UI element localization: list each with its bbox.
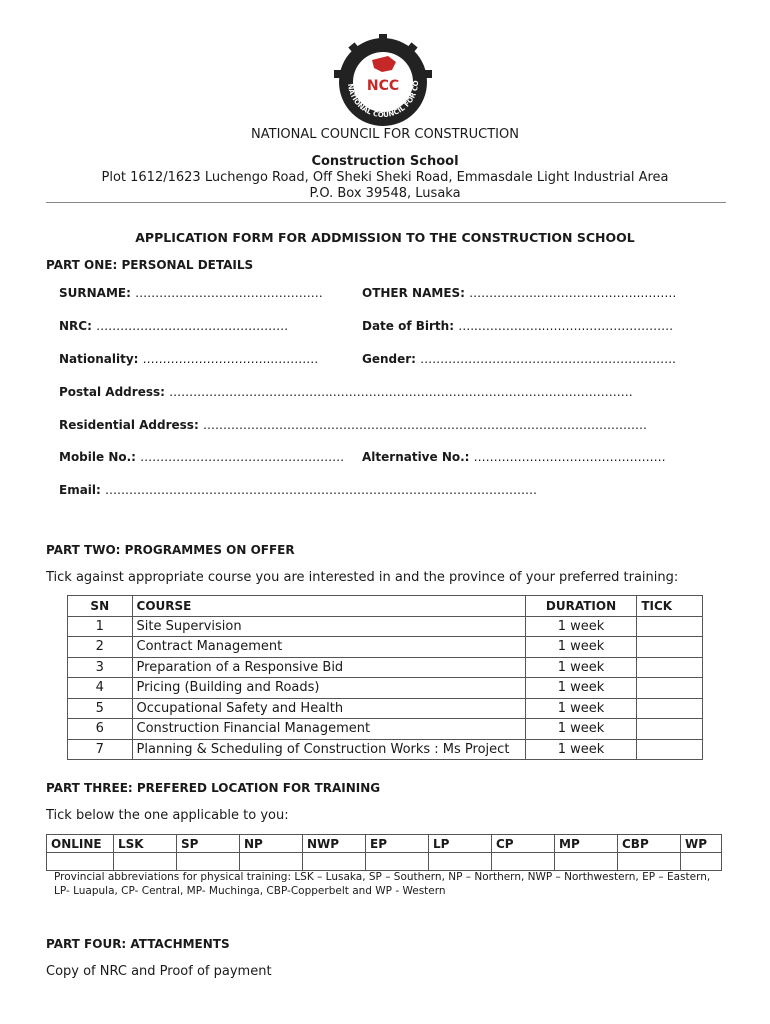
location-tick-row (47, 853, 722, 871)
part-two-heading: PART TWO: PROGRAMMES ON OFFER (46, 543, 295, 557)
other-names-label: OTHER NAMES: (362, 286, 465, 300)
address-line-1: Plot 1612/1623 Luchengo Road, Off Sheki Sheki Road, Emmasdale Light Industrial Area (101, 170, 669, 185)
table-row (68, 637, 703, 658)
loc-cbp: CBP (618, 835, 681, 853)
table-row (68, 657, 703, 678)
gender-dots: ………………………………………………………. (420, 352, 676, 366)
loc-mp: MP (555, 835, 618, 853)
row-duration: 1 week (525, 719, 637, 740)
row-sn: 7 (68, 739, 133, 760)
postal-address-dots: …………………………………..………………………………………………………………… (169, 385, 633, 399)
residential-address-label: Residential Address: (59, 418, 199, 432)
part-four-heading: PART FOUR: ATTACHMENTS (46, 937, 230, 951)
other-names-field[interactable] (362, 286, 676, 300)
loc-tick-cell[interactable] (366, 853, 429, 871)
nrc-label: NRC: (59, 319, 92, 333)
row-duration: 1 week (525, 657, 637, 678)
loc-lp: LP (429, 835, 492, 853)
surname-field[interactable] (59, 286, 323, 300)
logo-text: NCC (366, 78, 400, 94)
table-row (68, 739, 703, 760)
row-course: Preparation of a Responsive Bid (132, 657, 525, 678)
header-divider (46, 202, 726, 203)
row-sn: 1 (68, 616, 133, 637)
location-header-row (47, 835, 722, 853)
row-tick-cell[interactable] (637, 739, 703, 760)
mobile-label: Mobile No.: (59, 450, 136, 464)
ncc-logo (330, 32, 436, 126)
table-row (68, 719, 703, 740)
nationality-label: Nationality: (59, 352, 139, 366)
gender-field[interactable] (362, 352, 676, 366)
row-course: Planning & Scheduling of Construction Works : Ms Project (132, 739, 525, 760)
surname-dots: ………….………….………………… (135, 286, 323, 300)
loc-np: NP (240, 835, 303, 853)
location-table (46, 834, 722, 871)
loc-wp: WP (681, 835, 722, 853)
loc-ep: EP (366, 835, 429, 853)
loc-tick-cell[interactable] (240, 853, 303, 871)
programmes-header-row (68, 596, 703, 617)
loc-tick-cell[interactable] (303, 853, 366, 871)
row-course: Site Supervision (132, 616, 525, 637)
row-duration: 1 week (525, 678, 637, 699)
row-tick-cell[interactable] (637, 678, 703, 699)
row-duration: 1 week (525, 739, 637, 760)
loc-online: ONLINE (47, 835, 114, 853)
alternative-dots: ………………………………………… (473, 450, 666, 464)
loc-cp: CP (492, 835, 555, 853)
school-name: Construction School (311, 154, 459, 169)
row-duration: 1 week (525, 698, 637, 719)
email-label: Email: (59, 483, 101, 497)
other-names-dots: ……………..…………….……….……… (469, 286, 677, 300)
organization-name: NATIONAL COUNCIL FOR CONSTRUCTION (251, 127, 519, 142)
attachments-text: Copy of NRC and Proof of payment (46, 964, 272, 979)
form-title: APPLICATION FORM FOR ADDMISSION TO THE CONSTRUCTION SCHOOL (135, 230, 635, 245)
programmes-table (67, 595, 703, 760)
loc-tick-cell[interactable] (114, 853, 177, 871)
surname-label: SURNAME: (59, 286, 131, 300)
table-row (68, 698, 703, 719)
loc-tick-cell[interactable] (555, 853, 618, 871)
loc-lsk: LSK (114, 835, 177, 853)
address-line-2: P.O. Box 39548, Lusaka (309, 186, 461, 201)
row-tick-cell[interactable] (637, 637, 703, 658)
alternative-field[interactable] (362, 450, 666, 464)
mobile-dots: …………………………………………… (140, 450, 345, 464)
email-dots: ……………………………………………………………………………………………… (105, 483, 538, 497)
loc-tick-cell[interactable] (618, 853, 681, 871)
loc-tick-cell[interactable] (47, 853, 114, 871)
date-of-birth-dots: …..……………..……….………….……… (458, 319, 674, 333)
part-three-heading: PART THREE: PREFERED LOCATION FOR TRAINING (46, 781, 381, 795)
row-duration: 1 week (525, 637, 637, 658)
row-tick-cell[interactable] (637, 657, 703, 678)
loc-nwp: NWP (303, 835, 366, 853)
loc-sp: SP (177, 835, 240, 853)
part-two-instruction: Tick against appropriate course you are interested in and the province of your preferred training: (46, 570, 679, 585)
nrc-dots: ………………………………………… (96, 319, 289, 333)
row-course: Construction Financial Management (132, 719, 525, 740)
table-row (68, 616, 703, 637)
col-duration: DURATION (525, 596, 637, 617)
row-sn: 6 (68, 719, 133, 740)
row-tick-cell[interactable] (637, 616, 703, 637)
row-course: Contract Management (132, 637, 525, 658)
gender-label: Gender: (362, 352, 416, 366)
row-sn: 3 (68, 657, 133, 678)
part-three-instruction: Tick below the one applicable to you: (46, 808, 289, 823)
nationality-field[interactable] (59, 352, 318, 366)
nationality-dots: …………………………..………… (142, 352, 319, 366)
date-of-birth-label: Date of Birth: (362, 319, 455, 333)
table-row (68, 678, 703, 699)
provincial-abbreviations-note: Provincial abbreviations for physical training: LSK – Lusaka, SP – Southern, NP – Northern, NWP – Northwestern, EP – Eastern, LP- Luapula, CP- Central, MP- Muchinga, CBP-Copperbelt and WP - Western (54, 871, 711, 897)
postal-address-field[interactable] (59, 385, 633, 399)
loc-tick-cell[interactable] (492, 853, 555, 871)
row-sn: 2 (68, 637, 133, 658)
alternative-label: Alternative No.: (362, 450, 470, 464)
row-course: Occupational Safety and Health (132, 698, 525, 719)
part-one-heading: PART ONE: PERSONAL DETAILS (46, 258, 254, 272)
col-course: COURSE (132, 596, 525, 617)
postal-address-label: Postal Address: (59, 385, 165, 399)
date-of-birth-field[interactable] (362, 319, 673, 333)
col-tick: TICK (637, 596, 703, 617)
loc-tick-cell[interactable] (429, 853, 492, 871)
nrc-field[interactable] (59, 319, 288, 333)
row-sn: 5 (68, 698, 133, 719)
row-tick-cell[interactable] (637, 719, 703, 740)
loc-tick-cell[interactable] (681, 853, 722, 871)
loc-tick-cell[interactable] (177, 853, 240, 871)
row-course: Pricing (Building and Roads) (132, 678, 525, 699)
residential-address-dots: ………………………………………………………………………………………………… (202, 418, 647, 432)
email-field[interactable] (59, 483, 537, 497)
residential-address-field[interactable] (59, 418, 647, 432)
row-sn: 4 (68, 678, 133, 699)
ring-text: NATIONAL COUNCIL FOR CO (345, 80, 421, 120)
row-tick-cell[interactable] (637, 698, 703, 719)
mobile-field[interactable] (59, 450, 344, 464)
col-sn: SN (68, 596, 133, 617)
row-duration: 1 week (525, 616, 637, 637)
